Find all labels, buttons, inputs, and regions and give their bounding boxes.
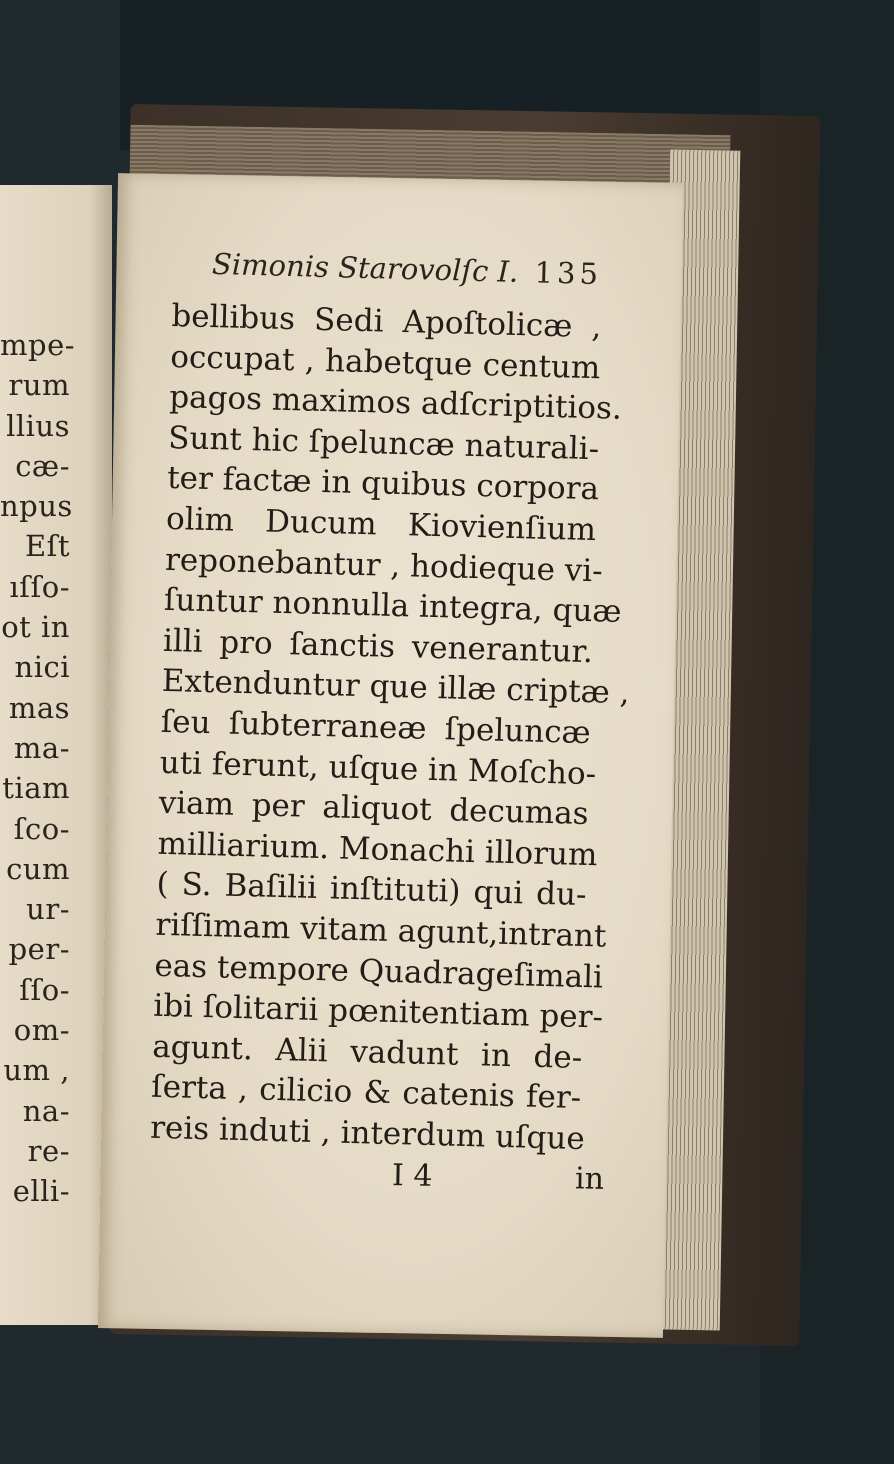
text-line: pagos maximos adſcriptitios. (168, 379, 623, 427)
left-text-fragment: ot in (1, 610, 70, 645)
left-text-fragment: ur- (26, 892, 70, 927)
left-text-fragment: ıſſo- (9, 569, 70, 604)
left-text-fragment: llius (6, 408, 70, 443)
text-line: ſerta , cilicio & catenis fer- (150, 1069, 582, 1117)
text-line: reis induti , interdum uſque (149, 1109, 586, 1157)
text-line: agunt. Alii vadunt in de- (151, 1028, 583, 1076)
left-text-fragment: elli- (12, 1174, 70, 1209)
text-line: ibi ſolitarii pœnitentiam per- (152, 987, 604, 1036)
text-line: bellibus Sedi Apoſtolicæ , (171, 297, 602, 346)
left-text-fragment: per- (8, 932, 70, 967)
left-text-fragment: npus (0, 489, 73, 524)
text-line: riſſimam vitam agunt,intrant (155, 906, 607, 955)
text-line: Extenduntur que illæ criptæ , (161, 663, 630, 712)
left-text-fragment: mas (8, 690, 70, 725)
text-line: illi pro ſanctis venerantur. (162, 622, 594, 670)
text-line: olim Ducum Kiovienſium (165, 500, 597, 549)
body-text (149, 296, 630, 1159)
left-text-fragment: ſco- (13, 811, 70, 846)
left-text-fragment: na- (22, 1093, 70, 1128)
left-text-fragment: mpe- (0, 328, 76, 362)
left-text-fragment: ma- (13, 730, 70, 765)
left-text-fragment: cum (6, 851, 70, 886)
text-line: ( S. Baſilii inſtituti) qui du- (156, 866, 587, 914)
left-text-fragment: tiam (2, 771, 70, 806)
left-text-fragment: om- (13, 1013, 70, 1048)
running-head-title: Simonis Starovolſc I. (211, 246, 519, 289)
left-text-fragment: Eſt (24, 529, 70, 564)
text-line: uti ferunt, uſque in Moſcho- (159, 744, 597, 792)
text-line: reponebantur , hodieque vi- (164, 541, 604, 589)
left-page-text (0, 325, 76, 1212)
text-line: eas tempore Quadrageſimali (154, 947, 604, 996)
text-line: Sunt hic ſpeluncæ naturali- (167, 419, 600, 468)
text-line: viam per aliquot decumas (158, 784, 590, 833)
text-line: ſuntur nonnulla integra, quæ (163, 582, 623, 631)
page-footer (392, 1158, 605, 1197)
signature-mark: I 4 (391, 1158, 433, 1194)
page-number: 135 (534, 255, 603, 292)
text-line: occupat , habetque centum (169, 338, 601, 386)
text-line: milliarium. Monachi illorum (157, 825, 598, 874)
left-text-fragment: nici (14, 650, 70, 685)
left-text-fragment: re- (27, 1133, 70, 1168)
left-text-fragment: rum (8, 368, 70, 403)
left-text-fragment: cæ- (15, 448, 70, 483)
text-line: ſeu ſubterraneæ ſpeluncæ (160, 703, 592, 752)
left-text-fragment: ſſo- (19, 972, 70, 1007)
catchword: in (574, 1161, 605, 1197)
left-text-fragment: um , (3, 1053, 70, 1088)
text-line: ter factæ in quibus corpora (166, 460, 600, 508)
